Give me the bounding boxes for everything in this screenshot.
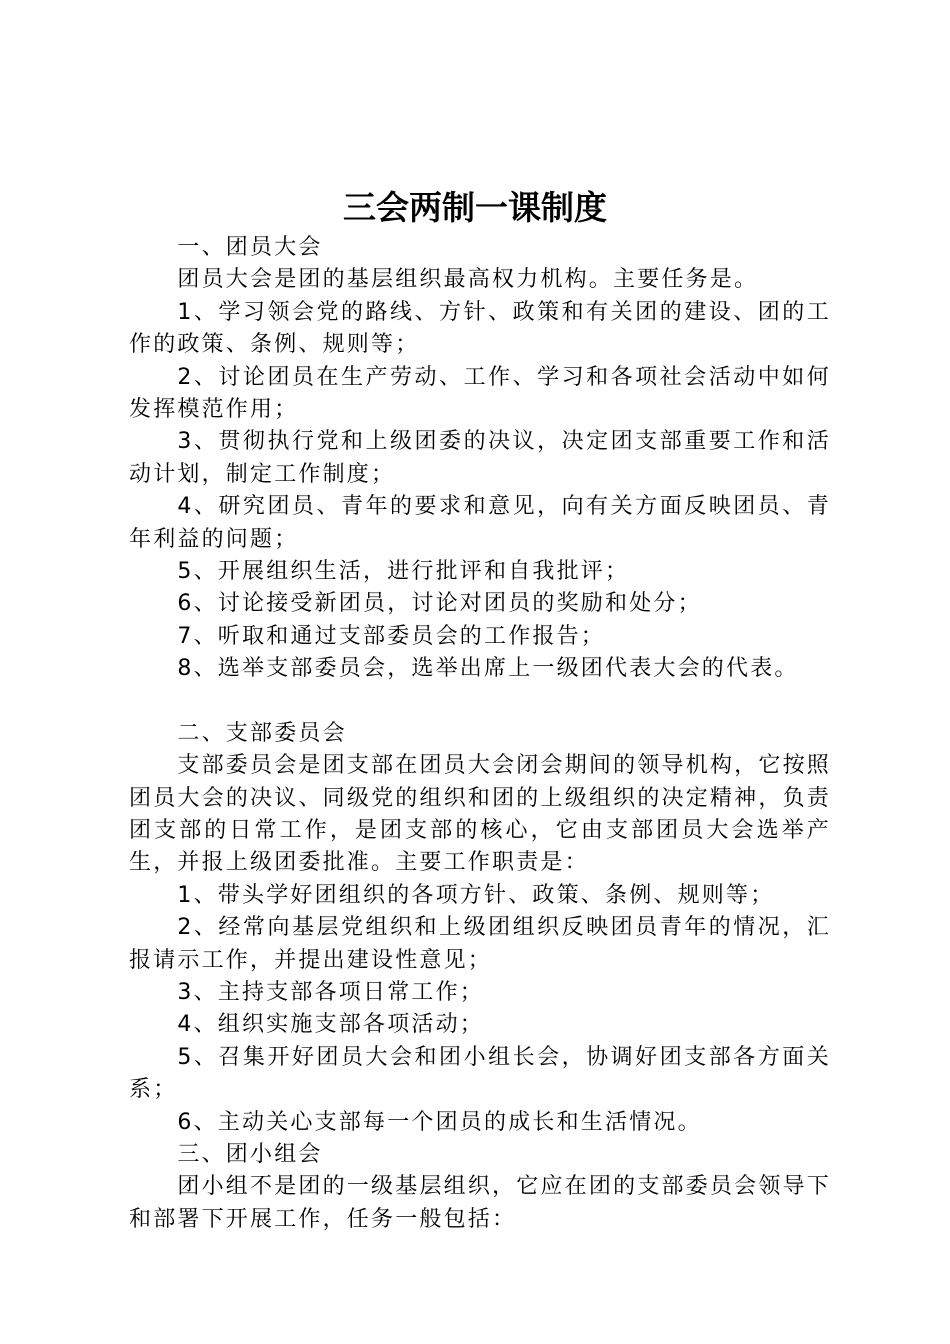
list-item: 7、听取和通过支部委员会的工作报告； [177,623,605,649]
list-item: 1、学习领会党的路线、方针、政策和有关团的建设、团的工作的政策、条例、规则等； [129,299,831,358]
paragraph: 团员大会是团的基层组织最高权力机构。主要任务是。 [177,267,759,293]
list-item: 2、经常向基层党组织和上级团组织反映团员青年的情况，汇报请示工作，并提出建设性意见； [129,915,831,973]
list-item: 6、讨论接受新团员，讨论对团员的奖励和处分； [177,591,702,617]
list-item: 3、主持支部各项日常工作； [177,979,484,1005]
section-heading-3: 三、团小组会 [177,1141,323,1167]
list-item: 1、带头学好团组织的各项方针、政策、条例、规则等； [177,882,775,908]
list-item: 6、主动关心支部每一个团员的成长和生活情况。 [177,1109,702,1135]
page-title: 三会两制一课制度 [343,188,607,227]
paragraph: 支部委员会是团支部在团员大会闭会期间的领导机构，它按照团员大会的决议、同级党的组织和团的上级组织的决定精神，负责团支部的日常工作，是团支部的核心，它由支部团员大会选举产生，并报上级团委批准。主要工作职责是： [129,753,831,876]
paragraph: 团小组不是团的一级基层组织，它应在团的支部委员会领导下和部署下开展工作，任务一般包括： [129,1174,831,1232]
list-item: 4、研究团员、青年的要求和意见，向有关方面反映团员、青年利益的问题； [129,494,831,552]
section-heading-2: 二、支部委员会 [177,720,347,746]
list-item: 2、讨论团员在生产劳动、工作、学习和各项社会活动中如何发挥模范作用； [129,364,831,423]
list-item: 5、召集开好团员大会和团小组长会，协调好团支部各方面关系； [129,1044,831,1103]
list-item: 5、开展组织生活，进行批评和自我批评； [177,559,630,585]
section-heading-1: 一、团员大会 [177,235,323,260]
list-item: 8、选举支部委员会，选举出席上一级团代表大会的代表。 [177,656,799,682]
list-item: 4、组织实施支部各项活动； [177,1012,484,1038]
document-body [129,232,831,1236]
list-item: 3、贯彻执行党和上级团委的决议，决定团支部重要工作和活动计划，制定工作制度； [129,429,831,487]
section-spacer [129,686,831,718]
